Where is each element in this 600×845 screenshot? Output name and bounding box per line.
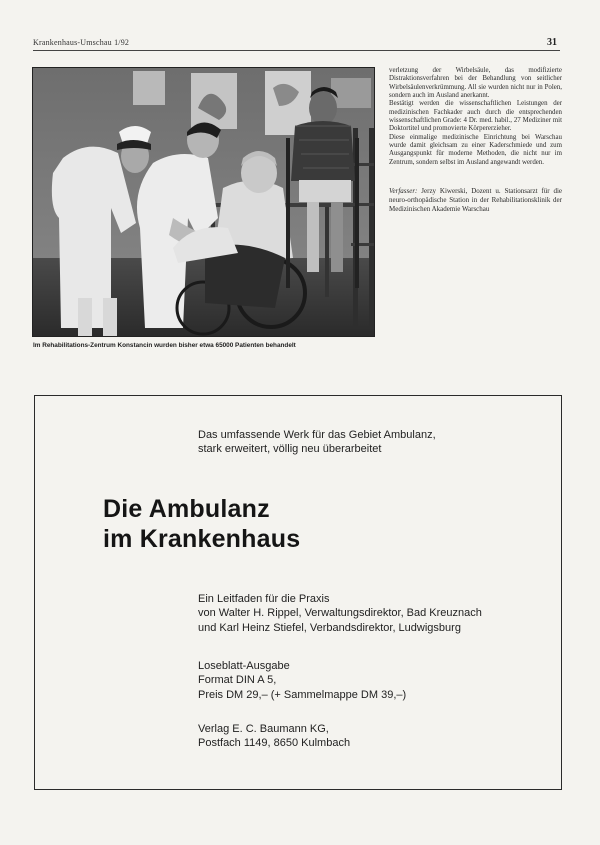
book-advertisement (34, 395, 562, 790)
header-rule (33, 50, 560, 51)
author-note (389, 187, 562, 213)
ad-authors (198, 592, 553, 635)
ad-intro-line: Das umfassende Werk für das Gebiet Ambulanz, (198, 429, 436, 441)
running-head: Krankenhaus-Umschau 1/92 (33, 38, 130, 47)
ad-intro (198, 428, 528, 456)
article-paragraph: Bestätigt werden die wissenschaftlichen Leistungen der medizinischen Fachkader auch durch die entsprechenden wissenschaftlichen Grade: 4 Dr. med. habil., 27 Mediziner mit Doktortitel und promovierte Körpererzieher. (389, 100, 562, 133)
article-paragraph: verletzung der Wirbelsäule, das modifizierte Distraktionsverfahren bei der Behandlung von seitlicher Wirbelsäulenverkrümmung. All sie wurden nicht nur in Polen, sondern auch im Ausland anerkannt. (389, 67, 562, 100)
ad-authors-line: von Walter H. Rippel, Verwaltungsdirektor, Bad Kreuznach (198, 607, 482, 620)
ad-authors-line: Ein Leitfaden für die Praxis (198, 593, 330, 605)
ad-intro-line: stark erweitert, völlig neu überarbeitet (198, 443, 382, 455)
ad-price-line: Preis DM 29,– (+ Sammelmappe DM 39,–) (198, 688, 407, 701)
ad-publisher-line: Verlag E. C. Baumann KG, (198, 723, 329, 735)
photo-caption: Im Rehabilitations-Zentrum Konstancin wurden bisher etwa 65000 Patienten behandelt (33, 342, 296, 349)
ad-title-line: im Krankenhaus (103, 525, 301, 553)
ad-title-line: Die Ambulanz (103, 495, 270, 523)
ad-publisher (198, 722, 538, 751)
ad-title (103, 494, 300, 554)
article-paragraph: Diese einmalige medizinische Einrichtung bei Warschau wurde damit gleichsam zu einer Kaderschmiede und zum Ausgangspunkt für moderne Methoden, die nicht nur im Zentrum, sondern selbst im Ausland angewandt werden. (389, 133, 562, 166)
ad-publisher-line: Postfach 1149, 8650 Kulmbach (198, 737, 351, 750)
article-column (389, 67, 562, 214)
ad-edition-line: Format DIN A 5, (198, 674, 277, 687)
author-label: Verfasser: (389, 187, 418, 196)
ad-edition-line: Loseblatt-Ausgabe (198, 660, 290, 672)
rehabilitation-photo (32, 67, 375, 337)
ad-authors-line: und Karl Heinz Stiefel, Verbandsdirektor, Ludwigsburg (198, 621, 461, 634)
author-text: Jerzy Kiwerski, Dozent u. Stationsarzt für die neuro-orthopädische Station in der Rehabilitationsklinik der Medizinischen Akademie Warschau (389, 187, 562, 213)
ad-edition (198, 659, 538, 702)
page-number: 31 (547, 37, 557, 48)
